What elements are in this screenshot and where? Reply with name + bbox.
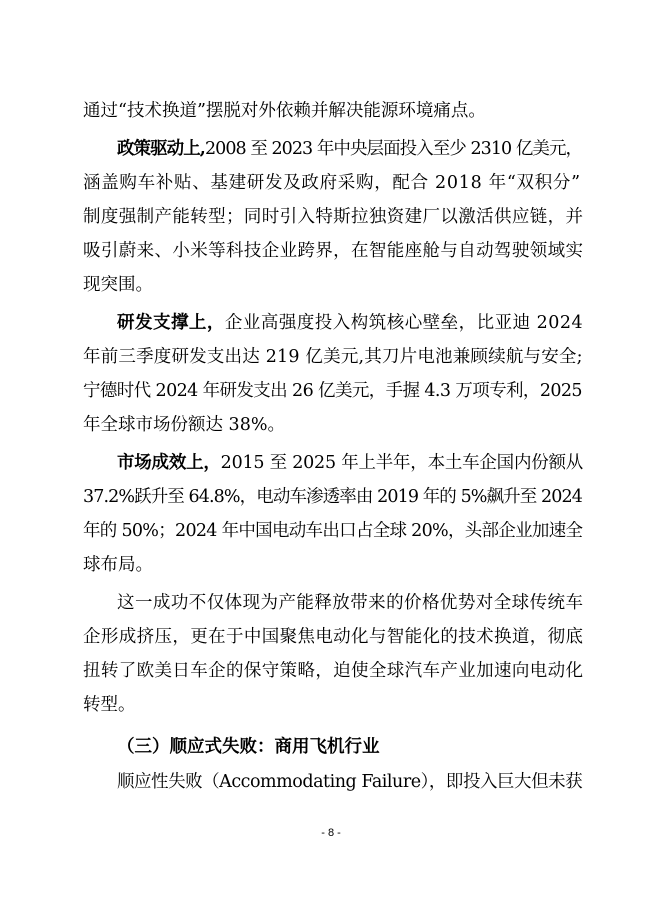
text-line-content: 宁德时代 2024 年研发支出 26 亿美元，手握 4.3 万项专利，2025 (83, 381, 582, 401)
section-heading: （三）顺应式失败：商用飞机行业 (117, 737, 380, 757)
text-line (83, 691, 583, 719)
text-line-content: 年全球市场份额达 38%。 (83, 415, 285, 435)
text-line-content: 这一成功不仅体现为产能释放带来的价格优势对全球传统车 (117, 593, 583, 613)
text-line-content: 通过“技术换道”摆脱对外依赖并解决能源环境痛点。 (83, 101, 486, 121)
text-line-content: 转型。 (83, 695, 136, 715)
text-line-content: 年的 50%；2024 年中国电动车出口占全球 20%，头部企业加速全 (83, 521, 583, 541)
text-line (83, 551, 583, 579)
text-line (83, 517, 583, 545)
text-line-content: 现突围。 (83, 275, 153, 295)
text-line (117, 309, 583, 337)
text-line (117, 449, 583, 477)
text-line (117, 589, 583, 617)
text-line-content: 企业高强度投入构筑核心壁垒，比亚迪 2024 (224, 313, 583, 333)
text-line (83, 203, 583, 231)
text-line (83, 623, 583, 651)
text-line (83, 169, 583, 197)
text-line-content: 吸引蔚来、小米等科技企业跨界，在智能座舱与自动驾驶领域实 (83, 241, 583, 261)
text-line-content: 企形成挤压，更在于中国聚焦电动化与智能化的技术换道，彻底 (83, 627, 583, 647)
text-line-content: 球布局。 (83, 555, 153, 575)
text-line (83, 483, 583, 511)
text-line-content: 制度强制产能转型；同时引入特斯拉独资建厂以激活供应链，并 (83, 207, 583, 227)
text-line (83, 343, 583, 371)
page-number: - 8 - (321, 827, 341, 839)
text-line-content: 37.2%跃升至 64.8%，电动车渗透率由 2019 年的 5%飙升至 2024 (83, 487, 582, 507)
text-line (83, 97, 583, 125)
text-line-content: 扭转了欧美日车企的保守策略，迫使全球汽车产业加速向电动化 (83, 661, 583, 681)
text-line (117, 768, 583, 796)
text-line-content: 2008 至 2023 年中央层面投入至少 2310 亿美元， (204, 139, 583, 159)
text-line (83, 377, 583, 405)
text-line (117, 135, 583, 163)
text-line-content: 年前三季度研发支出达 219 亿美元,其刀片电池兼顾续航与安全; (83, 347, 583, 367)
paragraph-lead-market: 市场成效上， (117, 453, 221, 473)
paragraph-lead-policy: 政策驱动上, (117, 139, 205, 159)
text-line (83, 237, 583, 265)
text-line-content: 顺应性失败（Accommodating Failure），即投入巨大但未获 (117, 772, 583, 792)
paragraph-lead-rnd: 研发支撑上， (117, 313, 225, 333)
text-line (83, 271, 583, 299)
text-line-content: 2015 至 2025 年上半年，本土车企国内份额从 (220, 453, 583, 473)
text-line (83, 657, 583, 685)
text-line-content: 涵盖购车补贴、基建研发及政府采购，配合 2018 年“双积分” (83, 173, 581, 193)
text-line (83, 411, 583, 439)
